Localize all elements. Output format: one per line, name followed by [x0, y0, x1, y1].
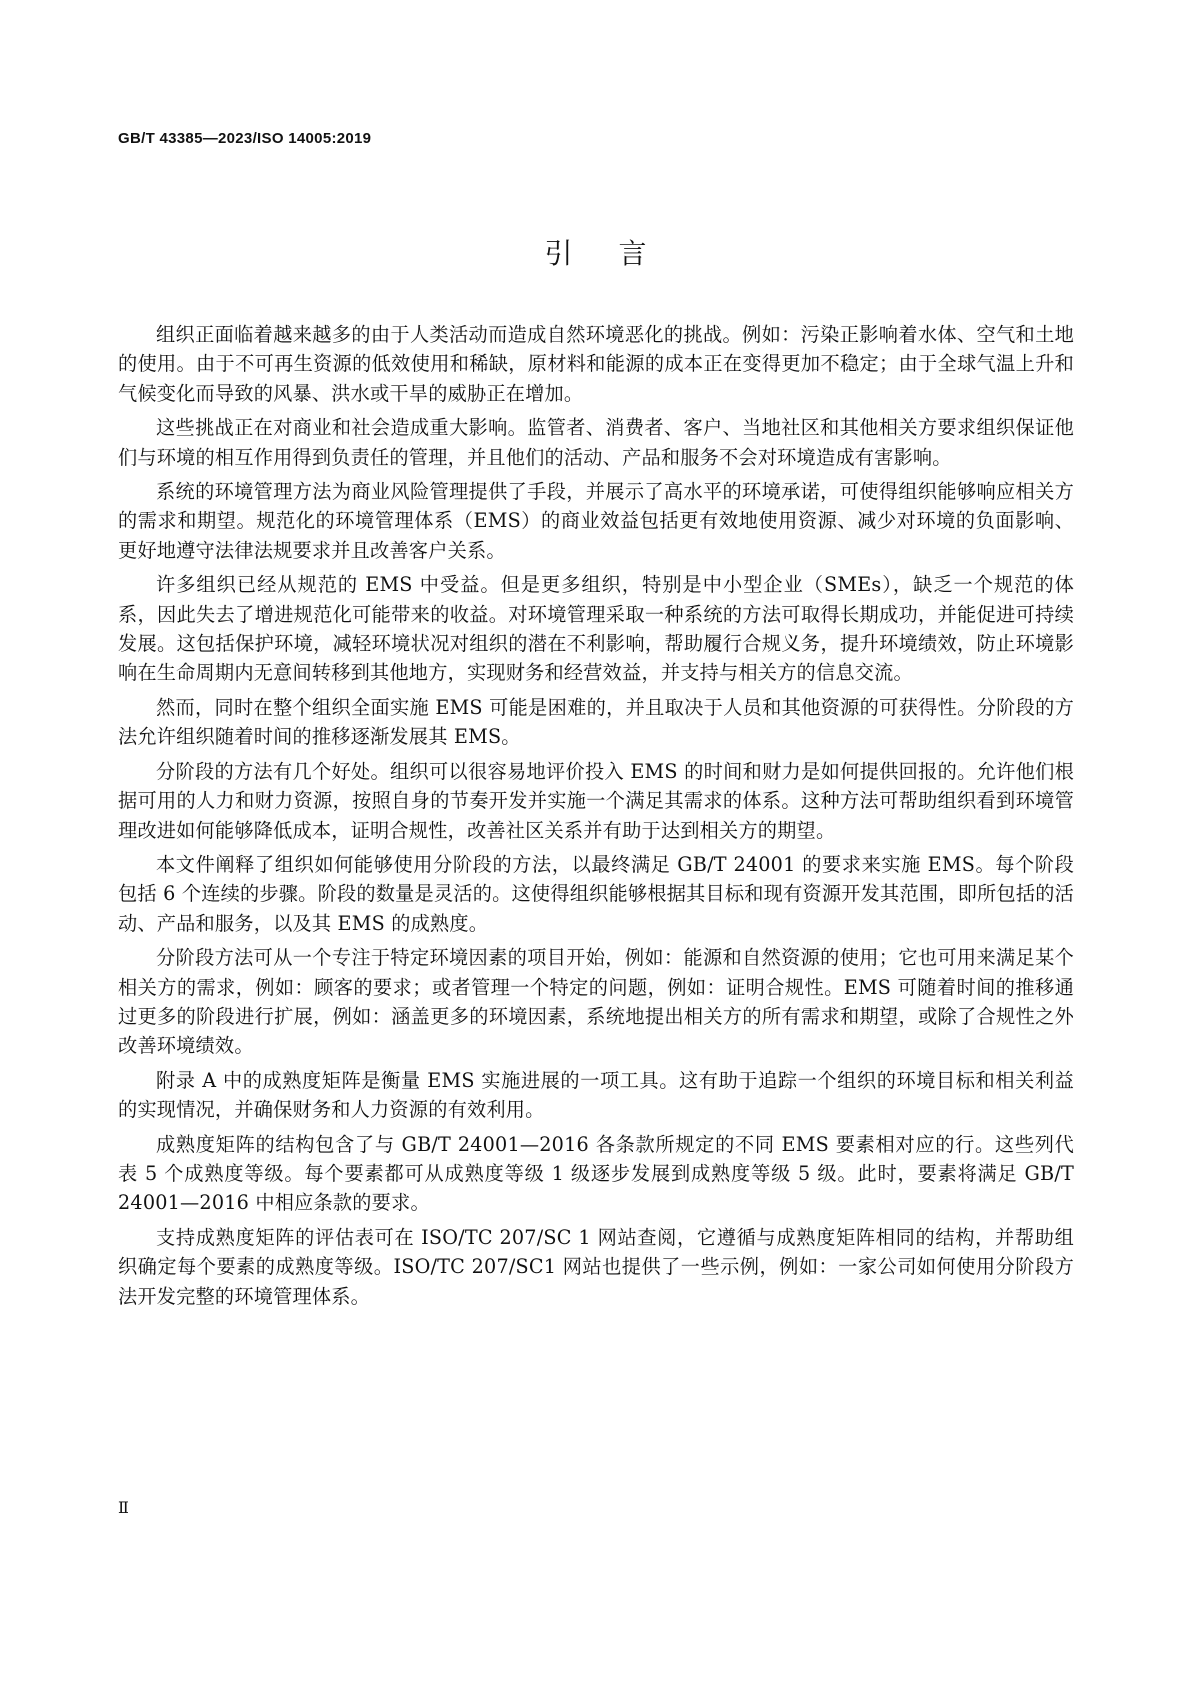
standard-number-header: GB/T 43385—2023/ISO 14005:2019 — [118, 130, 372, 147]
paragraph: 附录 A 中的成熟度矩阵是衡量 EMS 实施进展的一项工具。这有助于追踪一个组织的环境目标和相关利益的实现情况，并确保财务和人力资源的有效利用。 — [118, 1068, 1074, 1122]
page-title: 引言 — [544, 237, 693, 270]
paragraph: 系统的环境管理方法为商业风险管理提供了手段，并展示了高水平的环境承诺，可使得组织能够响应相关方的需求和期望。规范化的环境管理体系（EMS）的商业效益包括更有效地使用资源、减少对环境的负面影响、更好地遵守法律法规要求并且改善客户关系。 — [118, 480, 1074, 562]
paragraph: 组织正面临着越来越多的由于人类活动而造成自然环境恶化的挑战。例如：污染正影响着水体、空气和土地的使用。由于不可再生资源的低效使用和稀缺，原材料和能源的成本正在变得更加不稳定；由于全球气温上升和气候变化而导致的风暴、洪水或干旱的威胁正在增加。 — [118, 323, 1074, 405]
paragraph: 支持成熟度矩阵的评估表可在 ISO/TC 207/SC 1 网站查阅，它遵循与成熟度矩阵相同的结构，并帮助组织确定每个要素的成熟度等级。ISO/TC 207/SC1 网站也提供了一些示例，例如：一家公司如何使用分阶段方法开发完整的环境管理体系。 — [118, 1225, 1074, 1308]
paragraph: 成熟度矩阵的结构包含了与 GB/T 24001—2016 各条款所规定的不同 EMS 要素相对应的行。这些列代表 5 个成熟度等级。每个要素都可从成熟度等级 1 级逐步发展到成熟度等级 5 级。此时，要素将满足 GB/T 24001—2016 中相应条款的要求。 — [118, 1132, 1074, 1215]
introduction-body — [118, 320, 1074, 1311]
paragraph: 许多组织已经从规范的 EMS 中受益。但是更多组织，特别是中小型企业（SMEs），缺乏一个规范的体系，因此失去了增进规范化可能带来的收益。对环境管理采取一种系统的方法可取得长期成功，并能促进可持续发展。这包括保护环境，减轻环境状况对组织的潜在不利影响，帮助履行合规义务，提升环境绩效，防止环境影响在生命周期内无意间转移到其他地方，实现财务和经营效益，并支持与相关方的信息交流。 — [118, 573, 1074, 685]
paragraph: 这些挑战正在对商业和社会造成重大影响。监管者、消费者、客户、当地社区和其他相关方要求组织保证他们与环境的相互作用得到负责任的管理，并且他们的活动、产品和服务不会对环境造成有害影响。 — [118, 416, 1074, 469]
page-number: Ⅱ — [118, 1498, 129, 1517]
paragraph: 然而，同时在整个组织全面实施 EMS 可能是困难的，并且取决于人员和其他资源的可获得性。分阶段的方法允许组织随着时间的推移逐渐发展其 EMS。 — [118, 695, 1074, 749]
paragraph: 本文件阐释了组织如何能够使用分阶段的方法，以最终满足 GB/T 24001 的要求来实施 EMS。每个阶段包括 6 个连续的步骤。阶段的数量是灵活的。这使得组织能够根据其目标和现有资源开发其范围，即所包括的活动、产品和服务，以及其 EMS 的成熟度。 — [118, 852, 1074, 935]
paragraph: 分阶段方法可从一个专注于特定环境因素的项目开始，例如：能源和自然资源的使用；它也可用来满足某个相关方的需求，例如：顾客的要求；或者管理一个特定的问题，例如：证明合规性。EMS 可随着时间的推移通过更多的阶段进行扩展，例如：涵盖更多的环境因素，系统地提出相关方的所有需求和期望，或除了合规性之外改善环境绩效。 — [118, 946, 1074, 1058]
paragraph: 分阶段的方法有几个好处。组织可以很容易地评价投入 EMS 的时间和财力是如何提供回报的。允许他们根据可用的人力和财力资源，按照自身的节奏开发并实施一个满足其需求的体系。这种方法可帮助组织看到环境管理改进如何能够降低成本，证明合规性，改善社区关系并有助于达到相关方的期望。 — [118, 759, 1074, 842]
